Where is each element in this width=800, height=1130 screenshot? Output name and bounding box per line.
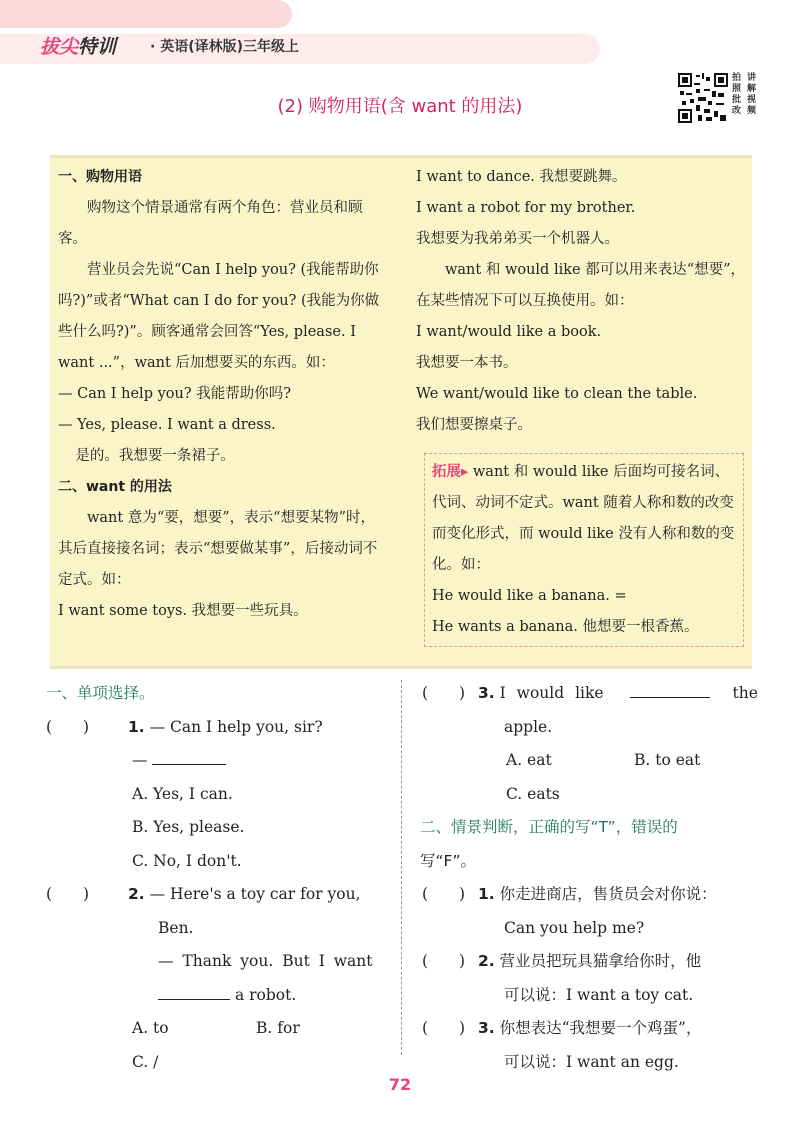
extension-intro: want 和 would like 后面均可接名词、代词、动词不定式。want 随着人称和数的改变而变化形式，而 would like 没有人称和数的变化。如： [432,464,735,573]
section-title: (2) 购物用语(含 want 的用法) [277,96,523,117]
option: A. Yes, I can. [132,784,233,803]
note-paragraph: 营业员会先说“Can I help you? (我能帮助你吗?)”或者“What can I do for you? (我能为你做些什么吗?)”。顾客通常会回答“Yes, please. I want ...”，want 后加想要买的东西。如： [58,262,380,371]
blank-field[interactable] [152,746,226,765]
book-subtitle: · 英语(译林版)三年级上 [150,39,299,55]
option: B. Yes, please. [132,818,245,836]
answer-parens[interactable]: ( ) [422,684,466,702]
extension-tag: 拓展 [432,464,461,480]
qr-labels: 拍 讲 照 解 批 视 改 频 [732,73,757,116]
arrow-right-icon: ▸ [461,464,469,480]
option: C. eats [506,784,560,803]
option-row: A. to B. for [132,1019,300,1037]
answer-parens[interactable]: ( ) [46,885,90,903]
judge-3: ( ) 3. 你想表达“我想要一个鸡蛋”， [422,1012,768,1046]
note-example: I want/would like a book. [416,324,602,340]
note-paragraph: want 意为“要，想要”，表示“想要某物”时，其后直接接名词；表示“想要做某事”，后接动词不定式。如： [58,510,378,588]
extension-example: He would like a banana. = [432,588,627,604]
note-paragraph: want 和 would like 都可以用来表达“想要”，在某些情况下可以互换使用。如： [416,262,746,309]
option-row: A. eat B. to eat [506,751,701,769]
exercise-left-column: 一、单项选择。 ( ) 1. — Can I help you, sir? — A. Yes, I can. B. Yes, please. C. No, I don't. ( ) 2. — Here's a toy car for you, Ben. — Thank you. But I want a robot. A. to B. for C. / [46,677,396,1079]
question-3: ( ) 3. I would like the [422,677,768,711]
column-divider [401,680,402,1055]
blank-field[interactable] [630,679,710,698]
answer-parens[interactable]: ( ) [422,885,466,903]
blank-field[interactable] [158,981,230,1000]
extension-text [432,457,740,643]
answer-parens[interactable]: ( ) [422,952,466,970]
note-example: 是的。我想要一条裙子。 [75,448,235,464]
option: C. / [132,1052,159,1071]
note-example: I want a robot for my brother. [416,200,636,216]
page-number: 72 [388,1075,412,1094]
part1-title: 一、单项选择。 [46,684,155,702]
note-example: 我们想要擦桌子。 [416,417,532,433]
exercise-right-column: ( ) 3. I would like the apple. A. eat B. to eat C. eats 二、情景判断，正确的写“T”，错误的 写“F”。 ( ) 1. 你走进商店，售货员会对你说： Can you help me? ( ) 2. 营业员把玩具猫拿给你时，他 可以说：I want a toy cat. ( ) 3. 你想表达“我想要一个鸡蛋”， 可以说：I want an egg. [422,677,768,1079]
extension-example: He wants a banana. 他想要一根香蕉。 [432,619,699,635]
note-example: 我想要为我弟弟买一个机器人。 [416,231,619,247]
judge-1: ( ) 1. 你走进商店，售货员会对你说： [422,878,768,912]
answer-line: — [46,744,396,778]
answer-parens[interactable]: ( ) [46,717,90,736]
note-left-column [58,162,388,627]
answer-parens[interactable]: ( ) [422,1019,466,1037]
qr-code-icon[interactable] [678,73,728,123]
question-1: ( ) 1. — Can I help you, sir? [46,711,396,745]
brand-logo: 拔尖特训 [40,36,117,58]
note-paragraph: 购物这个情景通常有两个角色：营业员和顾客。 [58,200,363,247]
note-heading: 二、want 的用法 [58,479,172,495]
note-heading: 一、购物用语 [58,169,142,185]
part2-title-cont: 写“F”。 [420,851,476,870]
note-example: — Yes, please. I want a dress. [58,417,276,433]
note-example: — Can I help you? 我能帮助你吗? [58,386,291,402]
note-example: We want/would like to clean the table. [416,386,698,402]
part2-title: 二、情景判断，正确的写“T”，错误的 [420,818,678,836]
header-band [0,0,292,28]
question-2: ( ) 2. — Here's a toy car for you, [46,878,396,912]
note-example: I want some toys. 我想要一些玩具。 [58,603,308,619]
note-example: 我想要一本书。 [416,355,518,371]
option: C. No, I don't. [132,851,242,870]
judge-2: ( ) 2. 营业员把玩具猫拿给你时，他 [422,945,768,979]
note-example: I want to dance. 我想要跳舞。 [416,169,627,185]
note-right-column [416,162,746,441]
